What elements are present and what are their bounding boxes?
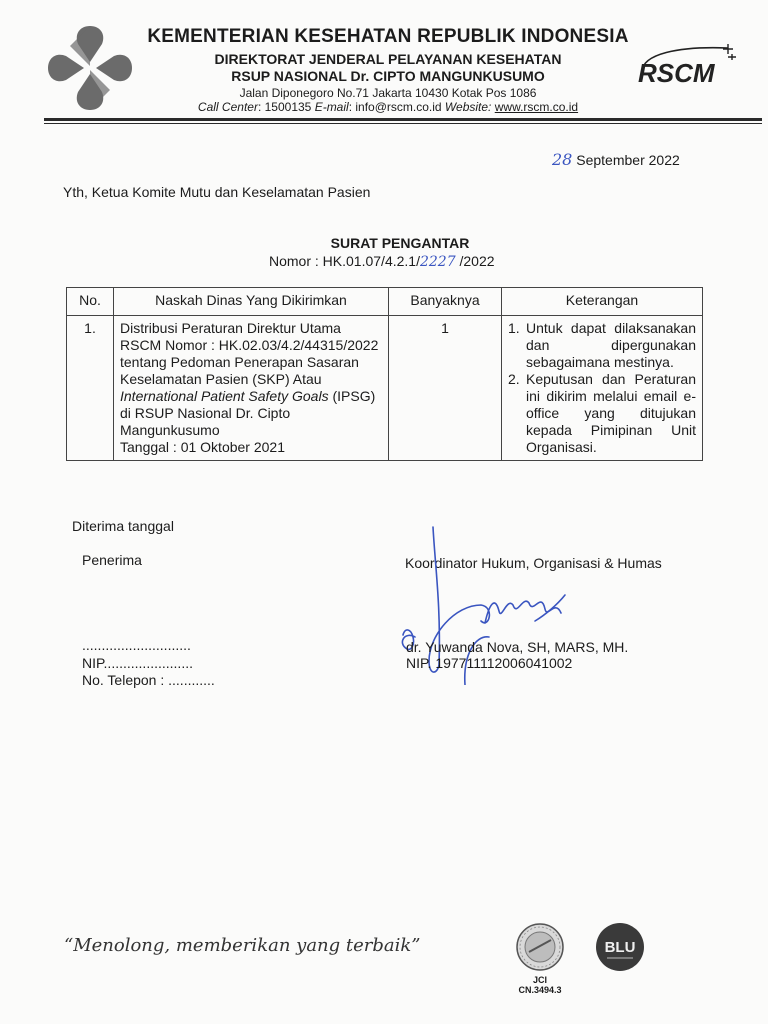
- header-no: No.: [67, 288, 114, 316]
- row-no: 1.: [67, 316, 114, 461]
- row-banyaknya: 1: [389, 316, 502, 461]
- jci-number: CN.3494.3: [518, 985, 562, 995]
- ministry-logo-icon: [40, 18, 140, 118]
- date-day-handwritten: 28: [552, 150, 573, 169]
- hospital-address: Jalan Diponegoro No.71 Jakarta 10430 Kotak Pos 1086: [239, 86, 537, 100]
- row-naskah: [114, 316, 389, 461]
- signatory-role: Koordinator Hukum, Organisasi & Humas: [405, 555, 662, 571]
- letter-title: SURAT PENGANTAR: [330, 235, 470, 251]
- letter-number: [269, 253, 495, 270]
- letter-number-suffix: /2022: [455, 253, 495, 269]
- contact-line: [128, 100, 648, 114]
- naskah-text-2: (IPSG) di RSUP Nasional Dr. Cipto Mangunkusumo: [120, 388, 376, 438]
- date-month-year: September 2022: [576, 152, 680, 168]
- keterangan-text: Keputusan dan Peraturan ini dikirim melalui email e-office yang ditujukan kepada Pimipinan Unit Organisasi.: [526, 371, 696, 455]
- penerima-telepon: No. Telepon : ............: [82, 672, 215, 688]
- letter-number-prefix: Nomor : HK.01.07/4.2.1/: [269, 253, 420, 269]
- hospital-name: RSUP NASIONAL Dr. CIPTO MANGUNKUSUMO: [231, 68, 545, 84]
- letterhead-rule: [44, 118, 762, 121]
- email-value: : info@rscm.co.id: [348, 100, 442, 114]
- penerima-nip: NIP.......................: [82, 655, 193, 671]
- blu-logo-text: BLU: [604, 939, 636, 956]
- blu-logo-icon: [595, 922, 645, 972]
- letterhead-rule-thin: [44, 123, 762, 124]
- email-label: E-mail: [314, 100, 349, 114]
- naskah-tanggal: Tanggal : 01 Oktober 2021: [120, 439, 286, 455]
- row-keterangan: [502, 316, 703, 461]
- signatory-nip: NIP. 197711112006041002: [406, 655, 573, 671]
- naskah-text-1: Distribusi Peraturan Direktur Utama RSCM Nomor : HK.02.03/4.2/44315/2022 tentang Pedoman Penerapan Sasaran Keselamatan Pasien (SKP) Atau: [120, 320, 379, 387]
- signatory-name: dr. Yuwanda Nova, SH, MARS, MH.: [406, 639, 629, 655]
- penerima-signature-line: ............................: [82, 637, 191, 653]
- table-header-row: [67, 288, 703, 316]
- document-table: [66, 287, 703, 461]
- penerima-label: Penerima: [82, 552, 142, 568]
- website-link[interactable]: www.rscm.co.id: [494, 100, 579, 114]
- rscm-logo-icon: [628, 42, 744, 90]
- call-center-value: : 1500135: [257, 100, 312, 114]
- header-keterangan: Keterangan: [502, 288, 703, 316]
- table-row: [67, 316, 703, 461]
- letter-date: [552, 150, 680, 169]
- jci-label: JCI: [532, 975, 547, 985]
- ministry-name: KEMENTERIAN KESEHATAN REPUBLIK INDONESIA: [147, 26, 629, 47]
- keterangan-text: Untuk dapat dilaksanakan dan dipergunakan sebagaimana mestinya.: [526, 320, 696, 370]
- keterangan-num: 2.: [508, 371, 520, 387]
- naskah-italic: International Patient Safety Goals: [120, 388, 329, 404]
- header-banyaknya: Banyaknya: [389, 288, 502, 316]
- call-center-label: Call Center: [197, 100, 258, 114]
- letter-number-handwritten: 2227: [419, 254, 456, 270]
- motto: “Menolong, memberikan yang terbaik”: [64, 935, 421, 956]
- keterangan-item: [508, 320, 696, 371]
- recipient-line: Yth, Ketua Komite Mutu dan Keselamatan Pasien: [63, 184, 371, 200]
- website-label: Website:: [444, 100, 492, 114]
- keterangan-item: [508, 371, 696, 456]
- keterangan-num: 1.: [508, 320, 520, 336]
- diterima-label: Diterima tanggal: [72, 518, 174, 534]
- directorate-name: DIREKTORAT JENDERAL PELAYANAN KESEHATAN: [214, 51, 562, 67]
- rscm-logo-text: RSCM: [638, 58, 715, 88]
- header-naskah: Naskah Dinas Yang Dikirimkan: [114, 288, 389, 316]
- jci-seal-icon: [515, 922, 565, 972]
